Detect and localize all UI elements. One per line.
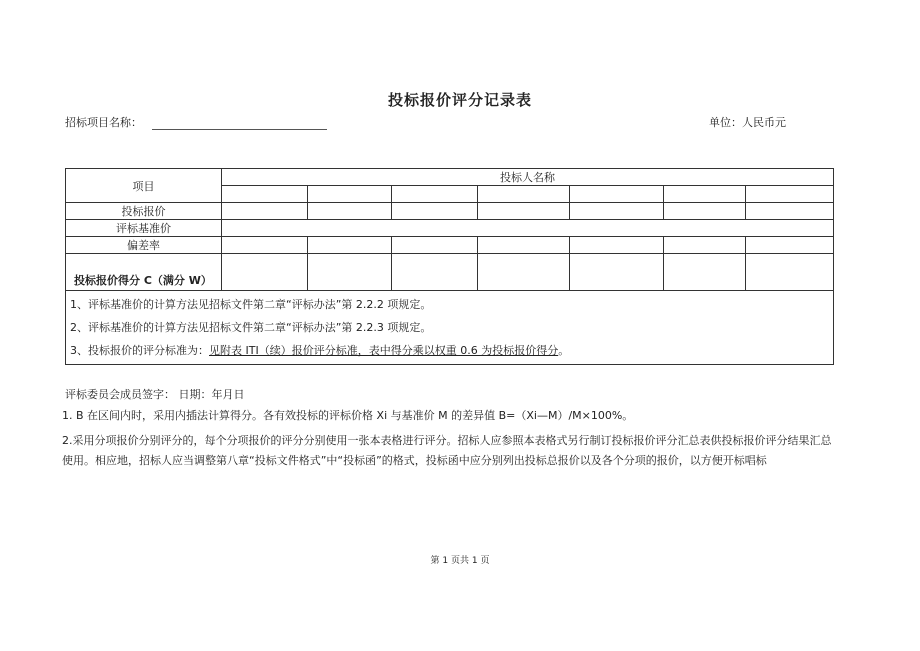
note-2: 2、评标基准价的计算方法见招标文件第二章“评标办法”第 2.2.3 项规定。 [70, 321, 432, 334]
bid-price-cell [392, 203, 478, 220]
bid-price-cell [478, 203, 570, 220]
bid-price-cell [664, 203, 746, 220]
deviation-cell [570, 237, 664, 254]
score-cell [308, 254, 392, 291]
deviation-cell [746, 237, 834, 254]
signature-line: 评标委员会成员签字： 日期：年月日 [65, 388, 245, 401]
bid-price-cell [570, 203, 664, 220]
note-3-underlined: 见附表 ITI（续）报价评分标准，表中得分乘以权重 0.6 为投标报价得分 [209, 344, 559, 357]
note-3 [70, 339, 829, 362]
project-name-label: 招标项目名称： [65, 116, 142, 129]
bid-price-cell [308, 203, 392, 220]
item-header: 项目 [66, 169, 222, 203]
paragraph-2: 2.采用分项报价分别评分的，每个分项报价的评分分别使用一张本表格进行评分。招标人应参照本表格式另行制订投标报价评分汇总表供投标报价评分结果汇总使用。相应地，招标人应当调整第八章“投标文件格式”中“投标函”的格式，投标函中应分别列出投标总报价以及各个分项的报价，以方便开标唱标 [62, 434, 832, 467]
score-label: 投标报价得分 C（满分 W） [66, 254, 222, 291]
deviation-label: 偏差率 [66, 237, 222, 254]
bidder-cell [392, 186, 478, 203]
benchmark-label: 评标基准价 [66, 220, 222, 237]
bidder-cell [570, 186, 664, 203]
bidder-cell [746, 186, 834, 203]
bidder-cell [308, 186, 392, 203]
bidder-cell [478, 186, 570, 203]
score-cell [478, 254, 570, 291]
bid-price-cell [222, 203, 308, 220]
deviation-cell [392, 237, 478, 254]
deviation-cell [222, 237, 308, 254]
page-title: 投标报价评分记录表 [387, 91, 532, 109]
project-name-blank [152, 118, 327, 130]
note-3-prefix: 3、投标报价的评分标准为： [70, 344, 209, 357]
notes-cell [66, 291, 834, 365]
score-cell [664, 254, 746, 291]
bid-price-cell [746, 203, 834, 220]
score-cell [570, 254, 664, 291]
note-3-suffix: 。 [558, 344, 570, 357]
score-table [65, 168, 834, 365]
bidder-name-header: 投标人名称 [222, 169, 834, 186]
project-name-field [65, 114, 327, 130]
paragraph-1: 1. B 在区间内时，采用内插法计算得分。各有效投标的评标价格 Xi 与基准价 M 的差异值 B=（Xi—M）/M×100%。 [62, 409, 634, 422]
score-cell [392, 254, 478, 291]
note-1: 1、评标基准价的计算方法见招标文件第二章“评标办法”第 2.2.2 项规定。 [70, 298, 432, 311]
deviation-cell [308, 237, 392, 254]
unit-label: 单位：人民币元 [709, 116, 786, 129]
bidder-cell [222, 186, 308, 203]
bid-price-label: 投标报价 [66, 203, 222, 220]
score-cell [746, 254, 834, 291]
deviation-cell [664, 237, 746, 254]
deviation-cell [478, 237, 570, 254]
page-footer: 第 1 页共 1 页 [430, 556, 490, 566]
benchmark-cell [222, 220, 834, 237]
bidder-cell [664, 186, 746, 203]
score-cell [222, 254, 308, 291]
